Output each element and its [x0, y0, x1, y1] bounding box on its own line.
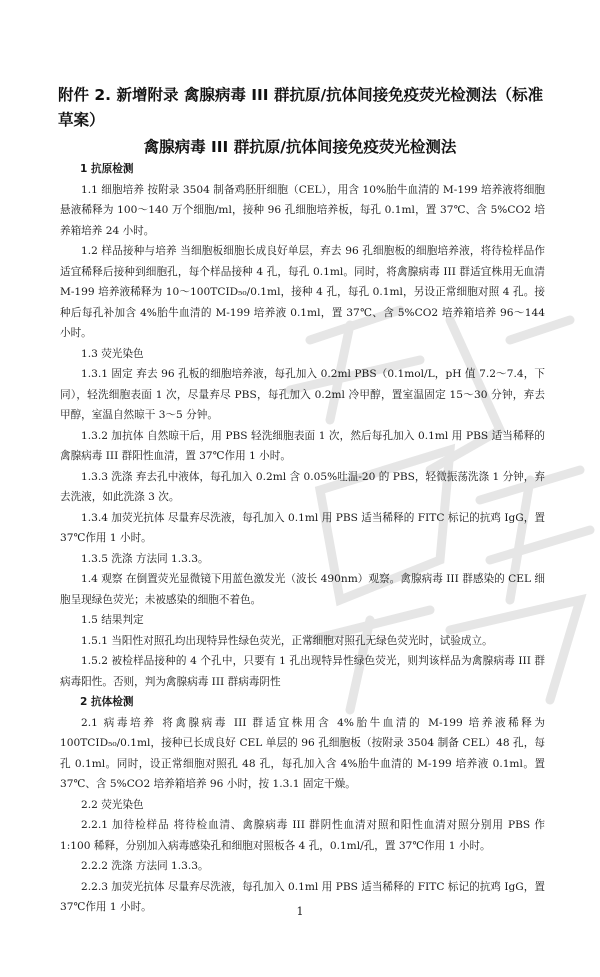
paragraph: 2.1 病毒培养 将禽腺病毒 III 群适宜株用含 4%胎牛血清的 M-199 培养液稀释为 100TCID₅₀/0.1ml，接种已长成良好 CEL 单层的 96 孔细胞板（按附录 3504 制备 CEL）48 孔，每孔 0.1ml。同时，设正常细胞对照孔 48 孔，每孔加入含 4%胎牛血清的 M-199 培养液 0.1ml。置 37℃、含 5%CO2 培养箱培养 96 小时，按 1.3.1 固定干燥。	[60, 716, 545, 790]
paragraph: 1.3.2 加抗体 自然晾干后，用 PBS 轻洗细胞表面 1 次，然后每孔加入 0.1ml 用 PBS 适当稀释的禽腺病毒 III 群阳性血清，置 37℃作用 1 小时。	[60, 429, 545, 462]
paragraph: 1.3.3 洗涤 弃去孔中液体，每孔加入 0.2ml 含 0.05%吐温-20 的 PBS，轻微振荡洗涤 1 分钟，弃去洗液，如此洗涤 3 次。	[60, 470, 545, 503]
section-heading: 2 抗体检测	[80, 696, 134, 708]
paragraph: 1.5.1 当阳性对照孔均出现特异性绿色荧光，正常细胞对照孔无绿色荧光时，试验成立。	[81, 634, 493, 647]
document-title: 禽腺病毒 III 群抗原/抗体间接免疫荧光检测法	[143, 138, 457, 156]
paragraph: 1.3.5 洗涤 方法同 1.3.3。	[81, 552, 209, 565]
subsection-heading: 1.3 荧光染色	[81, 347, 144, 360]
page-number: 1	[296, 905, 304, 918]
paragraph: 1.5.2 被检样品接种的 4 个孔中，只要有 1 孔出现特异性绿色荧光，则判该样品为禽腺病毒 III 群病毒阳性。否则，判为禽腺病毒 III 群病毒阴性	[60, 655, 545, 688]
paragraph: 1.2 样品接种与培养 当细胞板细胞长成良好单层，弃去 96 孔细胞板的细胞培养液，将待检样品作适宜稀释后接种到细胞孔，每个样品接种 4 孔，每孔 0.1ml。同时，将禽腺病毒 III 群适宜株用无血清 M-199 培养液稀释为 10～100TCID₅₀/0.1ml，接种 4 孔，每孔 0.1ml，另设正常细胞对照 4 孔。接种后每孔补加含 4%胎牛血清的 M-199 培养液 0.1ml，置 37℃、含 5%CO2 培养箱培养 96～144 小时。	[60, 245, 545, 339]
subsection-heading: 2.2 荧光染色	[81, 798, 144, 811]
paragraph: 1.3.1 固定 弃去 96 孔板的细胞培养液，每孔加入 0.2ml PBS（0.1mol/L，pH 值 7.2～7.4，下同），轻洗细胞表面 1 次，尽量弃尽 PBS，每孔加入 0.2ml 冷甲醇，置室温固定 15～30 分钟，弃去甲醇，室温自然晾干 3～5 分钟。	[60, 368, 545, 421]
paragraph: 2.2.1 加待检样品 将待检血清、禽腺病毒 III 群阴性血清对照和阳性血清对照分别用 PBS 作 1:100 稀释，分别加入病毒感染孔和细胞对照板各 4 孔，0.1ml/孔，置 37℃作用 1 小时。	[60, 819, 545, 852]
paragraph: 1.1 细胞培养 按附录 3504 制备鸡胚肝细胞（CEL），用含 10%胎牛血清的 M-199 培养液将细胞悬液稀释为 100～140 万个细胞/ml，接种 96 孔细胞培养板，每孔 0.1ml，置 37℃、含 5%CO2 培养箱培养 24 小时。	[60, 183, 545, 237]
document-body	[60, 159, 545, 918]
subsection-heading: 1.5 结果判定	[81, 614, 144, 626]
paragraph: 2.2.3 加荧光抗体 尽量弃尽洗液，每孔加入 0.1ml 用 PBS 适当稀释的 FITC 标记的抗鸡 IgG，置 37℃作用 1 小时。	[60, 880, 545, 913]
paragraph: 1.4 观察 在倒置荧光显微镜下用蓝色激发光（波长 490nm）观察。禽腺病毒 III 群感染的 CEL 细胞呈现绿色荧光；未被感染的细胞不着色。	[60, 573, 545, 606]
paragraph: 2.2.2 洗涤 方法同 1.3.3。	[81, 860, 209, 872]
annex-title: 附件 2. 新增附录 禽腺病毒 III 群抗原/抗体间接免疫荧光检测法（标准草案）	[58, 86, 544, 129]
section-heading: 1 抗原检测	[80, 163, 134, 175]
paragraph: 1.3.4 加荧光抗体 尽量弃尽洗液，每孔加入 0.1ml 用 PBS 适当稀释的 FITC 标记的抗鸡 IgG，置 37℃作用 1 小时。	[60, 511, 545, 544]
